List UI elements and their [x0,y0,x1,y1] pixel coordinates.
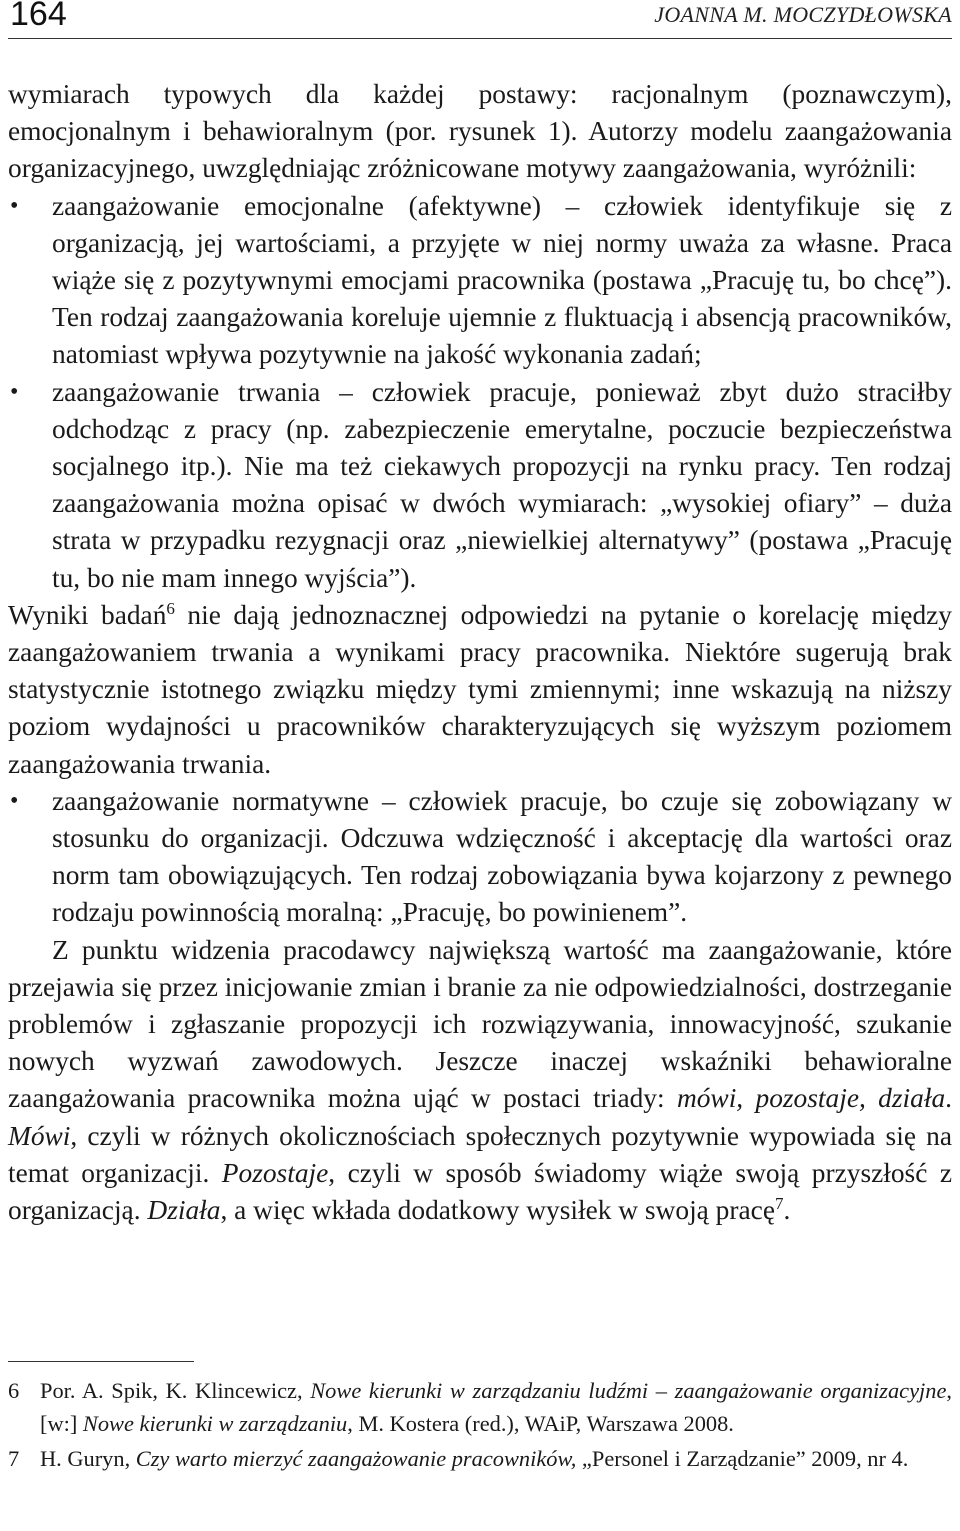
para-text: . [783,1195,791,1226]
footnote-title: Czy warto mierzyć zaangażowanie pracowników, [135,1446,577,1471]
term-pozostaje: Pozostaje [221,1157,329,1188]
footnote-text: , M. Kostera (red.), WAiP, Warszawa 2008. [347,1411,734,1436]
footnote-6 [8,1374,952,1440]
results-text-start: Wyniki badań [8,599,167,630]
main-text [8,76,952,1229]
para-text: , a więc wkłada dodatkowy wysiłek w swoją pracę [220,1195,775,1226]
list-item-text: zaangażowanie emocjonalne (afektywne) – człowiek identyfikuje się z organizacją, jej wartościami, a przyjęte w niej normy uważa za własne. Praca wiąże się z pozytywnymi emocjami pracownika (postawa „Pracuję tu, bo chcę”). Ten rodzaj zaangażowania koreluje ujemnie z fluktuacją i absencją pracowników, natomiast wpływa pozytywnie na jakość wykonania zadań; [52,190,952,370]
footnote-text: „Personel i Zarządzanie” 2009, nr 4. [576,1446,909,1471]
footnote-7 [8,1442,952,1475]
footnotes [8,1374,952,1477]
results-text-rest: nie dają jednoznacznej odpowiedzi na pytanie o korelację między zaangażowaniem trwania a wynikami pracy pracownika. Niektóre sugerują brak statystycznie istotnego związku między tymi zmiennymi; inne wskazują na niższy poziom wydajności u pracowników charakteryzujących się wyższym poziomem zaangażowania trwania. [8,599,952,779]
footnote-ref-6: 6 [166,598,175,618]
para-text: , czyli w sposób świadomy wiąże swoją przyszłość z organizacją. [8,1157,952,1226]
footnote-text: Por. A. Spik, K. Klincewicz, [40,1378,311,1403]
bullet-icon: • [10,787,19,814]
list-item-text: zaangażowanie trwania – człowiek pracuje, ponieważ zbyt dużo straciłby odchodząc z pracy (np. zabezpieczenie emerytalne, poczucie bezpieczeństwa socjalnego itp.). Nie ma też ciekawych propozycji na rynku pracy. Ten rodzaj zaangażowania można opisać w dwóch wymiarach: „wysokiej ofiary” – duża strata w przypadku rezygnacji oraz „niewielkiej alternatywy” (postawa „Pracuję tu, bo nie mam innego wyjścia”). [52,376,952,593]
list-item-normative-commitment [8,783,952,932]
footnote-ref-7: 7 [774,1193,784,1213]
intro-paragraph: wymiarach typowych dla każdej postawy: racjonalnym (poznawczym), emocjonalnym i behawioralnym (por. rysunek 1). Autorzy modelu zaangażowania organizacyjnego, uwzględniając zróżnicowane motywy zaangażowania, wyróżnili: [8,79,952,184]
list-item-text: zaangażowanie normatywne – człowiek pracuje, bo czuje się zobowiązany w stosunku do organizacji. Odczuwa wdzięczność i akceptację dla wartości oraz norm tam obowiązujących. Ten rodzaj zobowiązania bywa kojarzony z pewnego rodzaju powinnością moralną: „Pracuję, bo powinienem”. [52,785,952,928]
footnote-number: 6 [8,1378,20,1403]
footnote-number: 7 [8,1446,20,1471]
list-item-emotional-commitment [8,188,952,374]
employer-perspective-paragraph [8,932,952,1230]
running-head-author: JOANNA M. MOCZYDŁOWSKA [654,2,952,27]
para-text: . [945,1083,952,1114]
page-number: 164 [10,0,67,33]
results-paragraph [8,597,952,783]
bullet-icon: • [10,378,19,405]
term-mowi: Mówi [8,1120,71,1151]
para-text: , czyli w różnych okolicznościach społecznych pozytywnie wypowiada się na temat organizacji. [8,1120,952,1188]
page-header [8,0,952,39]
footnote-text: , [w:] [40,1378,952,1436]
para-text: Z punktu widzenia pracodawcy największą wartość ma zaangażowanie, które przejawia się przez inicjowanie zmian i branie za nie odpowiedzialności, dostrzeganie problemów i zgłaszanie propozycji ich rozwiązywania, innowacyjność, szukanie nowych wyzwań zawodowych. Jeszcze inaczej wskaźniki behawioralne zaangażowania pracownika można ująć w postaci triady: [8,934,952,1114]
triad-emphasis: mówi, pozostaje, działa [676,1083,946,1114]
footnote-book-title: Nowe kierunki w zarządzaniu [82,1411,348,1436]
footnote-text: H. Guryn, [40,1446,136,1471]
footnote-separator [8,1361,194,1362]
bullet-icon: • [10,192,19,219]
list-item-continuance-commitment [8,374,952,597]
term-dziala: Działa [147,1195,221,1226]
footnote-title: Nowe kierunki w zarządzaniu ludźmi – zaangażowanie organizacyjne [310,1378,947,1403]
